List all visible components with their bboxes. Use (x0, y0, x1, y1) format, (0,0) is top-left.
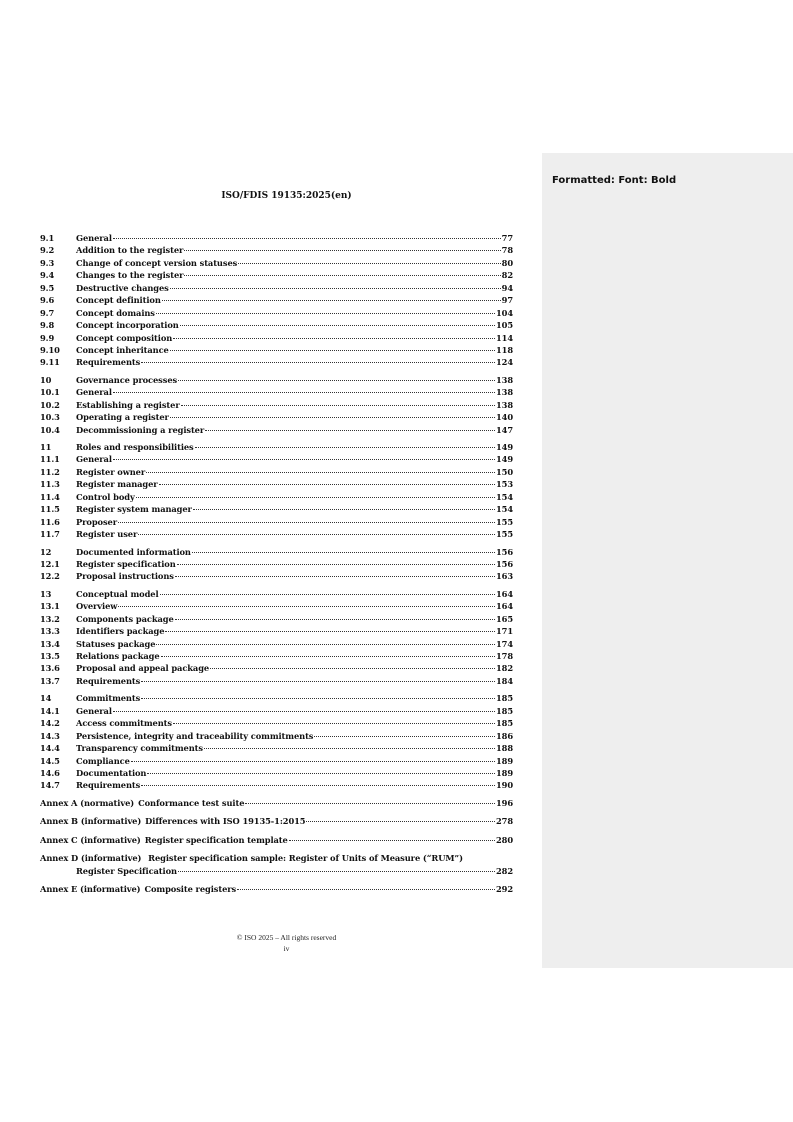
page-number: 114 (495, 332, 513, 343)
toc-entry[interactable] (40, 441, 513, 453)
page-number: 189 (495, 767, 513, 778)
annex-label: Annex E (informative) (40, 884, 141, 894)
page-number: 149 (495, 442, 513, 452)
leader-dots (162, 299, 501, 301)
page-number: 163 (495, 571, 513, 582)
toc-group-13 (40, 588, 513, 688)
section-title: Access commitments (76, 718, 172, 729)
page-number: 94 (501, 282, 513, 293)
page-number: 174 (495, 638, 513, 649)
toc-entry[interactable] (40, 717, 513, 729)
section-number: 9.3 (40, 257, 55, 268)
leader-dots (289, 839, 495, 841)
leader-dots (314, 735, 495, 737)
section-title: Register system manager (76, 504, 192, 515)
section-number: 10.2 (40, 399, 60, 410)
section-number: 9.10 (40, 344, 60, 355)
section-title: Documented information (76, 546, 191, 557)
section-title: Requirements (76, 675, 141, 686)
leader-dots (173, 337, 495, 339)
annex-title: Register specification sample: Register of Units of Measure (“RUM”) (148, 853, 463, 864)
page-number-footer: iv (283, 944, 290, 953)
page-number: 156 (495, 546, 513, 557)
page-number: 155 (495, 529, 513, 540)
leader-dots (118, 605, 495, 607)
section-number: 10.3 (40, 412, 60, 423)
toc-entry[interactable] (40, 282, 513, 294)
copyright-notice: © ISO 2025 – All rights reserved (236, 933, 337, 942)
toc-entry[interactable] (40, 558, 513, 570)
section-number: 9.5 (40, 282, 55, 293)
page-number: 188 (495, 743, 513, 754)
section-title: Relations package (76, 651, 160, 661)
section-number: 14 (40, 693, 52, 704)
toc-entry[interactable] (40, 767, 513, 779)
section-number: 13.1 (40, 601, 60, 612)
page-number: 154 (495, 491, 513, 502)
toc-entry[interactable] (40, 411, 513, 423)
section-number: 9.9 (40, 332, 55, 343)
leader-dots (173, 722, 495, 724)
page-number: 118 (495, 344, 513, 355)
section-number: 11.3 (40, 479, 60, 490)
section-title: Operating a register (76, 412, 169, 423)
toc-entry[interactable] (40, 491, 513, 503)
page-number: 150 (495, 466, 513, 477)
page-number: 280 (495, 834, 513, 845)
section-title: Changes to the register (76, 270, 184, 281)
leader-dots (146, 471, 495, 473)
toc-entry[interactable] (40, 374, 513, 386)
toc-entry[interactable] (40, 638, 513, 650)
section-title: Compliance (76, 755, 130, 766)
section-title: Register user (76, 529, 138, 540)
section-number: 14.5 (40, 755, 60, 766)
section-title: Documentation (76, 767, 147, 778)
page-number: 105 (495, 320, 513, 331)
section-title: Proposal and appeal package (76, 663, 210, 674)
section-number: 9.1 (40, 233, 55, 243)
toc-entry[interactable] (40, 356, 513, 368)
section-number: 11.5 (40, 504, 60, 515)
section-number: 9.8 (40, 320, 55, 331)
section-number: 14.4 (40, 743, 60, 754)
page-number: 196 (495, 797, 513, 808)
annex-label: Annex A (normative) (40, 797, 135, 808)
leader-dots (170, 287, 501, 289)
toc-entry[interactable] (40, 257, 513, 269)
leader-dots (184, 249, 500, 251)
annex-title-continued: Register Specification (76, 865, 177, 876)
toc-entry[interactable] (40, 269, 513, 281)
page-number: 82 (501, 270, 513, 281)
leader-dots (159, 483, 495, 485)
leader-dots (195, 446, 495, 448)
toc-entry[interactable] (40, 779, 513, 791)
toc-annex-d[interactable] (40, 852, 513, 877)
toc-entry[interactable] (40, 625, 513, 637)
section-title: Roles and responsibilities (76, 442, 194, 452)
section-title: Proposer (76, 516, 118, 527)
leader-dots (138, 533, 495, 535)
page-number: 164 (495, 601, 513, 612)
page-footer (60, 932, 513, 954)
toc-entry[interactable] (40, 692, 513, 704)
toc-entry[interactable] (40, 503, 513, 515)
page-number: 190 (495, 780, 513, 791)
section-title: Register specification (76, 558, 176, 569)
section-number: 11.4 (40, 491, 60, 502)
section-number: 12.1 (40, 558, 60, 569)
leader-dots (147, 772, 495, 774)
page-number: 138 (495, 399, 513, 410)
toc-entry[interactable] (40, 546, 513, 558)
toc-entry[interactable] (40, 386, 513, 398)
page-number: 138 (495, 387, 513, 398)
page-number: 147 (495, 424, 513, 435)
section-title: Concept inheritance (76, 344, 169, 355)
page-number: 97 (501, 295, 513, 306)
section-title: Concept incorporation (76, 320, 179, 331)
annex-title: Differences with ISO 19135-1:2015 (145, 816, 306, 827)
toc-entry[interactable] (40, 613, 513, 625)
section-number: 14.3 (40, 730, 60, 741)
section-title: Control body (76, 491, 135, 502)
section-number: 9.7 (40, 307, 55, 318)
section-title: Requirements (76, 780, 141, 791)
section-number: 10 (40, 374, 52, 385)
leader-dots (306, 820, 494, 822)
toc-annex-c[interactable] (40, 834, 513, 846)
section-number: 13 (40, 588, 52, 599)
section-number: 14.7 (40, 780, 60, 791)
toc-entry[interactable] (40, 478, 513, 490)
section-title: Concept definition (76, 295, 161, 306)
toc-annex-b[interactable] (40, 815, 513, 827)
leader-dots (131, 760, 495, 762)
section-number: 9.2 (40, 245, 55, 256)
page-number: 124 (495, 357, 513, 368)
annex-label: Annex B (informative) (40, 816, 142, 827)
section-number: 12 (40, 546, 52, 557)
leader-dots (113, 391, 495, 393)
section-title: Commitments (76, 693, 141, 704)
section-number: 13.2 (40, 613, 60, 624)
section-number: 13.3 (40, 626, 60, 637)
annex-title: Register specification template (144, 834, 288, 845)
section-number: 13.4 (40, 638, 60, 649)
page-number: 184 (495, 675, 513, 686)
section-title: Identifiers package (76, 626, 165, 637)
leader-dots (141, 680, 495, 682)
section-title: Transparency commitments (76, 743, 203, 754)
section-number: 9.4 (40, 270, 55, 281)
toc-entry[interactable] (40, 588, 513, 600)
section-number: 13.6 (40, 663, 60, 674)
page-number: 138 (495, 374, 513, 385)
page-number: 282 (495, 865, 513, 876)
page-number: 164 (495, 588, 513, 599)
leader-dots (193, 508, 495, 510)
page-number: 140 (495, 412, 513, 423)
page-number: 156 (495, 558, 513, 569)
section-number: 11 (40, 442, 52, 452)
leader-dots (237, 888, 495, 890)
leader-dots (118, 521, 495, 523)
toc-group-11 (40, 441, 513, 541)
comment-label: Formatted: Font: Bold (552, 175, 677, 186)
section-number: 10.1 (40, 387, 60, 398)
toc-annex-a[interactable] (40, 797, 513, 809)
page-number: 154 (495, 504, 513, 515)
section-title: Persistence, integrity and traceability commitments (76, 730, 314, 741)
comment-pane (542, 153, 793, 968)
section-title: Conceptual model (76, 588, 159, 599)
section-title: Statuses package (76, 638, 156, 649)
section-number: 13.5 (40, 651, 60, 661)
toc-entry[interactable] (40, 424, 513, 436)
page-number: 178 (495, 651, 513, 661)
section-title: Concept domains (76, 307, 155, 318)
section-title: General (76, 705, 112, 716)
page-number: 292 (495, 884, 513, 894)
toc-entry[interactable] (40, 244, 513, 256)
toc-annex-e[interactable] (40, 883, 513, 895)
toc-entry[interactable] (40, 399, 513, 411)
section-number: 11.1 (40, 454, 60, 465)
leader-dots (141, 784, 495, 786)
leader-dots (245, 802, 495, 804)
toc-entry[interactable] (40, 705, 513, 717)
page-number: 149 (495, 454, 513, 465)
page-number: 185 (495, 693, 513, 704)
section-number: 12.2 (40, 571, 60, 582)
section-title: Addition to the register (76, 245, 184, 256)
page-number: 104 (495, 307, 513, 318)
page-number: 186 (495, 730, 513, 741)
annex-label: Annex D (informative) (40, 853, 142, 864)
leader-dots (204, 747, 495, 749)
section-title: Change of concept version statuses (76, 257, 238, 268)
leader-dots (238, 262, 500, 264)
toc-entry[interactable] (40, 516, 513, 528)
leader-dots (113, 458, 495, 460)
section-title: General (76, 233, 112, 243)
page-number: 80 (501, 257, 513, 268)
toc-entry[interactable] (40, 662, 513, 674)
page-number: 185 (495, 705, 513, 716)
section-title: Register owner (76, 466, 146, 477)
toc-entry[interactable] (40, 742, 513, 754)
section-number: 14.1 (40, 705, 60, 716)
document-header: ISO/FDIS 19135:2025(en) (221, 191, 352, 201)
table-of-contents (40, 232, 513, 901)
section-title: General (76, 387, 112, 398)
page-number: 77 (501, 233, 513, 243)
section-number: 11.7 (40, 529, 60, 540)
section-title: Components package (76, 613, 174, 624)
page-number: 171 (495, 626, 513, 637)
leader-dots (141, 697, 495, 699)
toc-entry[interactable] (40, 755, 513, 767)
leader-dots (161, 655, 495, 657)
toc-entry[interactable] (40, 319, 513, 331)
leader-dots (170, 349, 495, 351)
leader-dots (177, 563, 495, 565)
toc-entry[interactable] (40, 528, 513, 540)
section-number: 10.4 (40, 424, 60, 435)
leader-dots (178, 379, 495, 381)
toc-entry[interactable] (40, 332, 513, 344)
toc-entry[interactable] (40, 675, 513, 687)
toc-entry[interactable] (40, 294, 513, 306)
leader-dots (210, 667, 495, 669)
leader-dots (170, 416, 495, 418)
section-title: Governance processes (76, 374, 178, 385)
section-title: Decommissioning a register (76, 424, 205, 435)
leader-dots (136, 496, 495, 498)
toc-entry[interactable] (40, 307, 513, 319)
leader-dots (156, 643, 495, 645)
section-number: 11.6 (40, 516, 60, 527)
section-number: 9.11 (40, 357, 60, 368)
section-title: Concept composition (76, 332, 173, 343)
section-title: Overview (76, 601, 118, 612)
toc-entry[interactable] (40, 730, 513, 742)
toc-entry[interactable] (40, 650, 513, 662)
leader-dots (165, 630, 495, 632)
toc-entry[interactable] (40, 453, 513, 465)
page-number: 189 (495, 755, 513, 766)
annex-title: Composite registers (144, 884, 237, 894)
section-number: 11.2 (40, 466, 60, 477)
section-title: Destructive changes (76, 282, 169, 293)
leader-dots (113, 237, 501, 239)
toc-group-12 (40, 546, 513, 583)
annex-label: Annex C (informative) (40, 834, 141, 845)
leader-dots (184, 274, 500, 276)
section-number: 13.7 (40, 675, 60, 686)
page-number: 182 (495, 663, 513, 674)
section-number: 14.6 (40, 767, 60, 778)
toc-entry[interactable] (40, 570, 513, 582)
annex-title: Conformance test suite (138, 797, 245, 808)
section-title: Requirements (76, 357, 141, 368)
page-number: 78 (501, 245, 513, 256)
toc-entry[interactable] (40, 344, 513, 356)
toc-group-9 (40, 232, 513, 369)
page-number: 165 (495, 613, 513, 624)
page-number: 153 (495, 479, 513, 490)
leader-dots (180, 324, 495, 326)
page-number: 155 (495, 516, 513, 527)
toc-group-14 (40, 692, 513, 792)
toc-group-10 (40, 374, 513, 436)
section-title: Register manager (76, 479, 158, 490)
leader-dots (141, 361, 495, 363)
section-title: Establishing a register (76, 399, 180, 410)
leader-dots (181, 404, 495, 406)
leader-dots (192, 551, 495, 553)
toc-entry[interactable] (40, 232, 513, 244)
leader-dots (205, 429, 495, 431)
section-number: 14.2 (40, 718, 60, 729)
leader-dots (175, 575, 495, 577)
toc-entry[interactable] (40, 466, 513, 478)
leader-dots (156, 312, 495, 314)
page-number: 185 (495, 718, 513, 729)
section-number: 9.6 (40, 295, 55, 306)
toc-entry[interactable] (40, 600, 513, 612)
leader-dots (175, 618, 495, 620)
section-title: General (76, 454, 112, 465)
section-title: Proposal instructions (76, 571, 174, 582)
leader-dots (178, 870, 495, 872)
page-number: 278 (495, 816, 513, 827)
leader-dots (160, 593, 495, 595)
leader-dots (113, 710, 495, 712)
